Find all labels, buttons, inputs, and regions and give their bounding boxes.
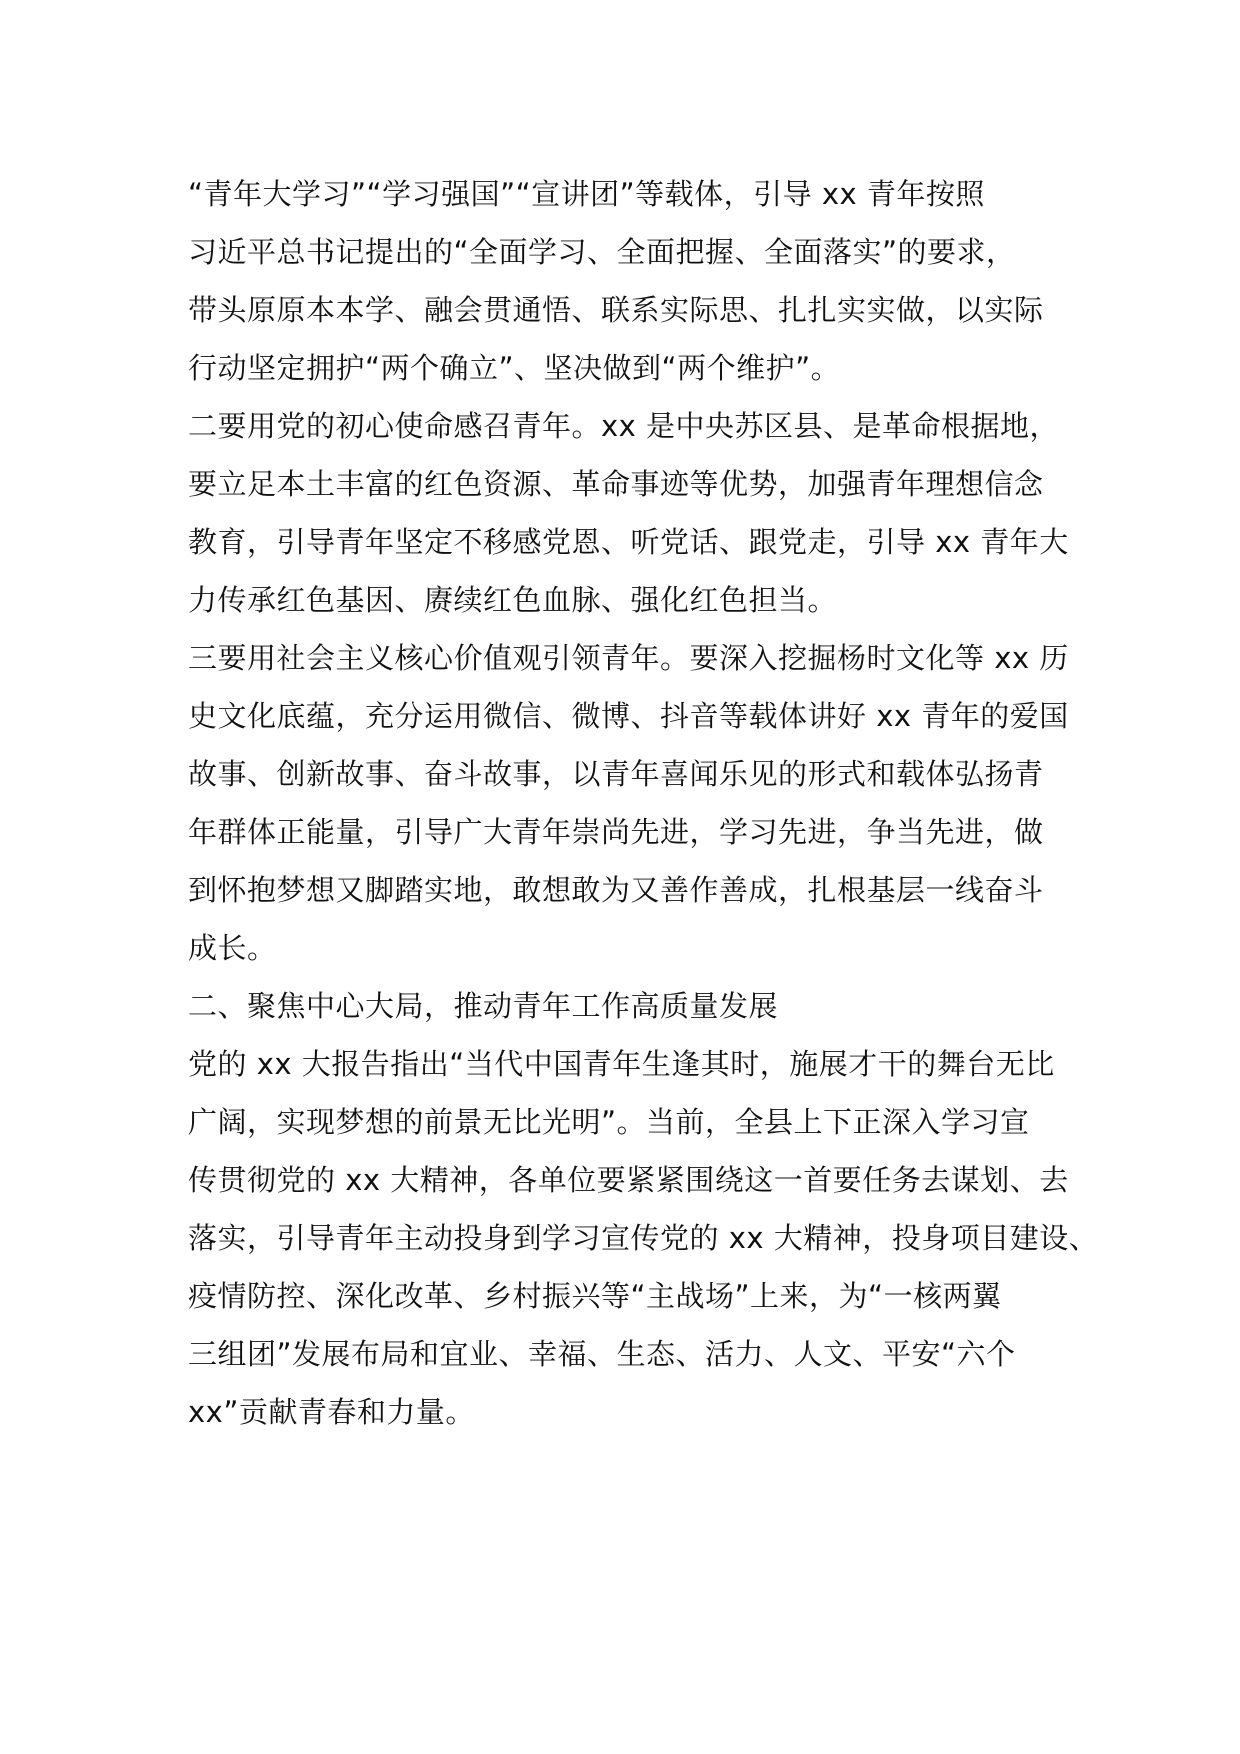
text-line: 带头原原本本学、融会贯通悟、联系实际思、扎扎实实做，以实际	[188, 293, 1044, 327]
text-line: 教育，引导青年坚定不移感党恩、听党话、跟党走，引导 xx 青年大	[188, 525, 1069, 559]
text-line: 三组团”发展布局和宜业、幸福、生态、活力、人文、平安“六个	[188, 1337, 1016, 1371]
text-line: 行动坚定拥护“两个确立”、坚决做到“两个维护”。	[188, 351, 841, 385]
text-line: “青年大学习”“学习强国”“宣讲团”等载体，引导 xx 青年按照	[188, 177, 985, 211]
text-line: 广阔，实现梦想的前景无比光明”。当前，全县上下正深入学习宣	[188, 1105, 1030, 1139]
text-line: 三要用社会主义核心价值观引领青年。要深入挖掘杨时文化等 xx 历	[188, 641, 1069, 675]
section-heading: 二、聚焦中心大局，推动青年工作高质量发展	[188, 989, 779, 1023]
text-line: 落实，引导青年主动投身到学习宣传党的 xx 大精神，投身项目建设、	[188, 1221, 1099, 1255]
text-line: 成长。	[188, 931, 277, 965]
text-line: 传贯彻党的 xx 大精神，各单位要紧紧围绕这一首要任务去谋划、去	[188, 1163, 1069, 1197]
text-line: 年群体正能量，引导广大青年崇尚先进，学习先进，争当先进，做	[188, 815, 1044, 849]
text-line: 要立足本土丰富的红色资源、革命事迹等优势，加强青年理想信念	[188, 467, 1044, 501]
text-line: 二要用党的初心使命感召青年。xx 是中央苏区县、是革命根据地，	[188, 409, 1060, 443]
text-line: 到怀抱梦想又脚踏实地，敢想敢为又善作善成，扎根基层一线奋斗	[188, 873, 1044, 907]
text-line: 习近平总书记提出的“全面学习、全面把握、全面落实”的要求，	[188, 235, 1016, 269]
text-line: 疫情防控、深化改革、乡村振兴等“主战场”上来，为“一核两翼	[188, 1279, 1002, 1313]
text-line: 力传承红色基因、赓续红色血脉、强化红色担当。	[188, 583, 838, 617]
text-line: 故事、创新故事、奋斗故事，以青年喜闻乐见的形式和载体弘扬青	[188, 757, 1044, 791]
text-line: 史文化底蕴，充分运用微信、微博、抖音等载体讲好 xx 青年的爱国	[188, 699, 1069, 733]
text-line: xx”贡献青春和力量。	[188, 1395, 475, 1429]
text-line: 党的 xx 大报告指出“当代中国青年生逢其时，施展才干的舞台无比	[188, 1047, 1055, 1081]
